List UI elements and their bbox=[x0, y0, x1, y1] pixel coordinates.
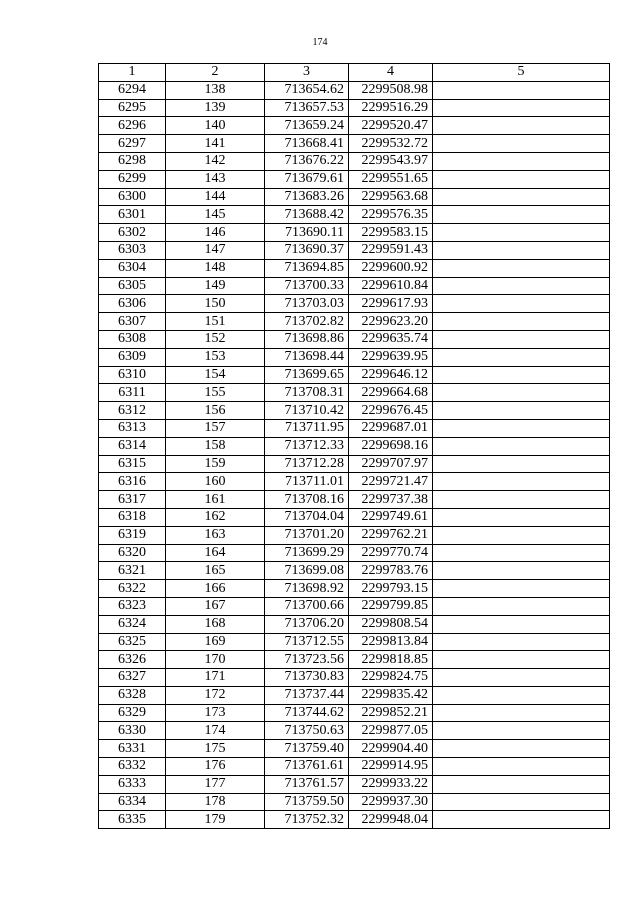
point-number-cell: 176 bbox=[166, 758, 265, 776]
x-coordinate-cell: 713698.86 bbox=[265, 330, 349, 348]
note-cell bbox=[433, 758, 610, 776]
y-coordinate-cell: 2299948.04 bbox=[349, 811, 433, 829]
note-cell bbox=[433, 455, 610, 473]
table-row bbox=[99, 188, 610, 206]
point-index-cell: 6313 bbox=[99, 419, 166, 437]
point-index-cell: 6311 bbox=[99, 384, 166, 402]
point-number-cell: 160 bbox=[166, 473, 265, 491]
x-coordinate-cell: 713676.22 bbox=[265, 152, 349, 170]
table-row bbox=[99, 526, 610, 544]
table-row bbox=[99, 775, 610, 793]
point-index-cell: 6310 bbox=[99, 366, 166, 384]
point-number-cell: 170 bbox=[166, 651, 265, 669]
y-coordinate-cell: 2299551.65 bbox=[349, 170, 433, 188]
note-cell bbox=[433, 206, 610, 224]
note-cell bbox=[433, 473, 610, 491]
y-coordinate-cell: 2299813.84 bbox=[349, 633, 433, 651]
table-row bbox=[99, 651, 610, 669]
point-number-cell: 163 bbox=[166, 526, 265, 544]
point-index-cell: 6312 bbox=[99, 402, 166, 420]
point-number-cell: 155 bbox=[166, 384, 265, 402]
note-cell bbox=[433, 597, 610, 615]
table-row bbox=[99, 580, 610, 598]
y-coordinate-cell: 2299676.45 bbox=[349, 402, 433, 420]
point-index-cell: 6306 bbox=[99, 295, 166, 313]
point-index-cell: 6307 bbox=[99, 313, 166, 331]
table-row bbox=[99, 277, 610, 295]
x-coordinate-cell: 713688.42 bbox=[265, 206, 349, 224]
note-cell bbox=[433, 135, 610, 153]
table-row bbox=[99, 295, 610, 313]
point-index-cell: 6309 bbox=[99, 348, 166, 366]
point-index-cell: 6314 bbox=[99, 437, 166, 455]
y-coordinate-cell: 2299543.97 bbox=[349, 152, 433, 170]
point-number-cell: 140 bbox=[166, 117, 265, 135]
column-header-4: 4 bbox=[349, 64, 433, 82]
point-index-cell: 6322 bbox=[99, 580, 166, 598]
point-index-cell: 6325 bbox=[99, 633, 166, 651]
table-row bbox=[99, 259, 610, 277]
note-cell bbox=[433, 366, 610, 384]
note-cell bbox=[433, 651, 610, 669]
y-coordinate-cell: 2299687.01 bbox=[349, 419, 433, 437]
note-cell bbox=[433, 793, 610, 811]
y-coordinate-cell: 2299762.21 bbox=[349, 526, 433, 544]
point-number-cell: 164 bbox=[166, 544, 265, 562]
point-number-cell: 179 bbox=[166, 811, 265, 829]
point-number-cell: 177 bbox=[166, 775, 265, 793]
point-index-cell: 6296 bbox=[99, 117, 166, 135]
note-cell bbox=[433, 117, 610, 135]
x-coordinate-cell: 713710.42 bbox=[265, 402, 349, 420]
table-row bbox=[99, 758, 610, 776]
table-row bbox=[99, 597, 610, 615]
note-cell bbox=[433, 81, 610, 99]
point-number-cell: 139 bbox=[166, 99, 265, 117]
point-number-cell: 167 bbox=[166, 597, 265, 615]
point-number-cell: 175 bbox=[166, 740, 265, 758]
table-row bbox=[99, 241, 610, 259]
x-coordinate-cell: 713699.08 bbox=[265, 562, 349, 580]
point-number-cell: 165 bbox=[166, 562, 265, 580]
point-number-cell: 169 bbox=[166, 633, 265, 651]
point-index-cell: 6320 bbox=[99, 544, 166, 562]
point-index-cell: 6315 bbox=[99, 455, 166, 473]
table-row bbox=[99, 633, 610, 651]
table-row bbox=[99, 615, 610, 633]
y-coordinate-cell: 2299610.84 bbox=[349, 277, 433, 295]
note-cell bbox=[433, 722, 610, 740]
x-coordinate-cell: 713657.53 bbox=[265, 99, 349, 117]
y-coordinate-cell: 2299583.15 bbox=[349, 224, 433, 242]
note-cell bbox=[433, 686, 610, 704]
table-row bbox=[99, 170, 610, 188]
point-number-cell: 145 bbox=[166, 206, 265, 224]
point-index-cell: 6331 bbox=[99, 740, 166, 758]
x-coordinate-cell: 713700.33 bbox=[265, 277, 349, 295]
table-row bbox=[99, 206, 610, 224]
note-cell bbox=[433, 704, 610, 722]
table-body bbox=[99, 81, 610, 828]
note-cell bbox=[433, 241, 610, 259]
point-number-cell: 152 bbox=[166, 330, 265, 348]
point-number-cell: 161 bbox=[166, 491, 265, 509]
note-cell bbox=[433, 508, 610, 526]
note-cell bbox=[433, 544, 610, 562]
table-row bbox=[99, 437, 610, 455]
note-cell bbox=[433, 99, 610, 117]
point-index-cell: 6318 bbox=[99, 508, 166, 526]
point-number-cell: 151 bbox=[166, 313, 265, 331]
y-coordinate-cell: 2299835.42 bbox=[349, 686, 433, 704]
point-number-cell: 144 bbox=[166, 188, 265, 206]
x-coordinate-cell: 713730.83 bbox=[265, 669, 349, 687]
y-coordinate-cell: 2299635.74 bbox=[349, 330, 433, 348]
x-coordinate-cell: 713679.61 bbox=[265, 170, 349, 188]
y-coordinate-cell: 2299576.35 bbox=[349, 206, 433, 224]
note-cell bbox=[433, 224, 610, 242]
table-row bbox=[99, 722, 610, 740]
x-coordinate-cell: 713761.61 bbox=[265, 758, 349, 776]
note-cell bbox=[433, 437, 610, 455]
point-number-cell: 153 bbox=[166, 348, 265, 366]
point-index-cell: 6303 bbox=[99, 241, 166, 259]
table-row bbox=[99, 81, 610, 99]
coordinates-table bbox=[98, 63, 610, 829]
x-coordinate-cell: 713712.28 bbox=[265, 455, 349, 473]
y-coordinate-cell: 2299516.29 bbox=[349, 99, 433, 117]
note-cell bbox=[433, 295, 610, 313]
note-cell bbox=[433, 152, 610, 170]
y-coordinate-cell: 2299520.47 bbox=[349, 117, 433, 135]
point-number-cell: 159 bbox=[166, 455, 265, 473]
table-row bbox=[99, 384, 610, 402]
point-index-cell: 6333 bbox=[99, 775, 166, 793]
x-coordinate-cell: 713700.66 bbox=[265, 597, 349, 615]
x-coordinate-cell: 713698.92 bbox=[265, 580, 349, 598]
y-coordinate-cell: 2299664.68 bbox=[349, 384, 433, 402]
point-index-cell: 6298 bbox=[99, 152, 166, 170]
table-row bbox=[99, 455, 610, 473]
x-coordinate-cell: 713737.44 bbox=[265, 686, 349, 704]
y-coordinate-cell: 2299737.38 bbox=[349, 491, 433, 509]
column-header-2: 2 bbox=[166, 64, 265, 82]
table-row bbox=[99, 473, 610, 491]
note-cell bbox=[433, 259, 610, 277]
point-number-cell: 143 bbox=[166, 170, 265, 188]
point-number-cell: 156 bbox=[166, 402, 265, 420]
y-coordinate-cell: 2299646.12 bbox=[349, 366, 433, 384]
x-coordinate-cell: 713712.33 bbox=[265, 437, 349, 455]
x-coordinate-cell: 713711.01 bbox=[265, 473, 349, 491]
y-coordinate-cell: 2299591.43 bbox=[349, 241, 433, 259]
table-row bbox=[99, 419, 610, 437]
y-coordinate-cell: 2299933.22 bbox=[349, 775, 433, 793]
point-number-cell: 171 bbox=[166, 669, 265, 687]
point-number-cell: 146 bbox=[166, 224, 265, 242]
y-coordinate-cell: 2299707.97 bbox=[349, 455, 433, 473]
point-index-cell: 6302 bbox=[99, 224, 166, 242]
column-header-3: 3 bbox=[265, 64, 349, 82]
x-coordinate-cell: 713683.26 bbox=[265, 188, 349, 206]
note-cell bbox=[433, 633, 610, 651]
x-coordinate-cell: 713699.65 bbox=[265, 366, 349, 384]
y-coordinate-cell: 2299508.98 bbox=[349, 81, 433, 99]
note-cell bbox=[433, 526, 610, 544]
point-index-cell: 6319 bbox=[99, 526, 166, 544]
table-row bbox=[99, 562, 610, 580]
point-index-cell: 6297 bbox=[99, 135, 166, 153]
y-coordinate-cell: 2299783.76 bbox=[349, 562, 433, 580]
column-header-1: 1 bbox=[99, 64, 166, 82]
y-coordinate-cell: 2299808.54 bbox=[349, 615, 433, 633]
table-row bbox=[99, 793, 610, 811]
note-cell bbox=[433, 811, 610, 829]
x-coordinate-cell: 713712.55 bbox=[265, 633, 349, 651]
point-index-cell: 6332 bbox=[99, 758, 166, 776]
point-number-cell: 166 bbox=[166, 580, 265, 598]
y-coordinate-cell: 2299721.47 bbox=[349, 473, 433, 491]
point-number-cell: 141 bbox=[166, 135, 265, 153]
x-coordinate-cell: 713761.57 bbox=[265, 775, 349, 793]
x-coordinate-cell: 713654.62 bbox=[265, 81, 349, 99]
note-cell bbox=[433, 615, 610, 633]
note-cell bbox=[433, 562, 610, 580]
point-index-cell: 6326 bbox=[99, 651, 166, 669]
table-row bbox=[99, 811, 610, 829]
x-coordinate-cell: 713668.41 bbox=[265, 135, 349, 153]
point-index-cell: 6321 bbox=[99, 562, 166, 580]
y-coordinate-cell: 2299623.20 bbox=[349, 313, 433, 331]
x-coordinate-cell: 713698.44 bbox=[265, 348, 349, 366]
point-number-cell: 174 bbox=[166, 722, 265, 740]
point-index-cell: 6329 bbox=[99, 704, 166, 722]
point-number-cell: 158 bbox=[166, 437, 265, 455]
y-coordinate-cell: 2299799.85 bbox=[349, 597, 433, 615]
y-coordinate-cell: 2299937.30 bbox=[349, 793, 433, 811]
table-row bbox=[99, 402, 610, 420]
page-number: 174 bbox=[312, 37, 328, 48]
x-coordinate-cell: 713702.82 bbox=[265, 313, 349, 331]
note-cell bbox=[433, 740, 610, 758]
point-index-cell: 6294 bbox=[99, 81, 166, 99]
x-coordinate-cell: 713701.20 bbox=[265, 526, 349, 544]
point-number-cell: 157 bbox=[166, 419, 265, 437]
table-row bbox=[99, 740, 610, 758]
point-index-cell: 6299 bbox=[99, 170, 166, 188]
y-coordinate-cell: 2299770.74 bbox=[349, 544, 433, 562]
point-index-cell: 6308 bbox=[99, 330, 166, 348]
point-index-cell: 6328 bbox=[99, 686, 166, 704]
x-coordinate-cell: 713659.24 bbox=[265, 117, 349, 135]
table-row bbox=[99, 669, 610, 687]
note-cell bbox=[433, 419, 610, 437]
y-coordinate-cell: 2299532.72 bbox=[349, 135, 433, 153]
point-number-cell: 173 bbox=[166, 704, 265, 722]
x-coordinate-cell: 713759.50 bbox=[265, 793, 349, 811]
note-cell bbox=[433, 580, 610, 598]
note-cell bbox=[433, 384, 610, 402]
note-cell bbox=[433, 277, 610, 295]
x-coordinate-cell: 713759.40 bbox=[265, 740, 349, 758]
table-row bbox=[99, 313, 610, 331]
y-coordinate-cell: 2299617.93 bbox=[349, 295, 433, 313]
y-coordinate-cell: 2299749.61 bbox=[349, 508, 433, 526]
column-header-5: 5 bbox=[433, 64, 610, 82]
table-row bbox=[99, 491, 610, 509]
table-row bbox=[99, 117, 610, 135]
y-coordinate-cell: 2299639.95 bbox=[349, 348, 433, 366]
y-coordinate-cell: 2299824.75 bbox=[349, 669, 433, 687]
table-header-row bbox=[99, 64, 610, 82]
point-number-cell: 147 bbox=[166, 241, 265, 259]
note-cell bbox=[433, 313, 610, 331]
point-number-cell: 172 bbox=[166, 686, 265, 704]
x-coordinate-cell: 713699.29 bbox=[265, 544, 349, 562]
table-row bbox=[99, 704, 610, 722]
point-number-cell: 154 bbox=[166, 366, 265, 384]
y-coordinate-cell: 2299904.40 bbox=[349, 740, 433, 758]
table-row bbox=[99, 330, 610, 348]
point-number-cell: 178 bbox=[166, 793, 265, 811]
note-cell bbox=[433, 330, 610, 348]
x-coordinate-cell: 713708.16 bbox=[265, 491, 349, 509]
y-coordinate-cell: 2299698.16 bbox=[349, 437, 433, 455]
note-cell bbox=[433, 170, 610, 188]
point-index-cell: 6323 bbox=[99, 597, 166, 615]
note-cell bbox=[433, 402, 610, 420]
table-row bbox=[99, 135, 610, 153]
point-index-cell: 6305 bbox=[99, 277, 166, 295]
point-index-cell: 6317 bbox=[99, 491, 166, 509]
point-index-cell: 6334 bbox=[99, 793, 166, 811]
point-number-cell: 168 bbox=[166, 615, 265, 633]
x-coordinate-cell: 713711.95 bbox=[265, 419, 349, 437]
note-cell bbox=[433, 491, 610, 509]
point-number-cell: 142 bbox=[166, 152, 265, 170]
point-number-cell: 149 bbox=[166, 277, 265, 295]
y-coordinate-cell: 2299914.95 bbox=[349, 758, 433, 776]
point-number-cell: 138 bbox=[166, 81, 265, 99]
point-number-cell: 162 bbox=[166, 508, 265, 526]
point-index-cell: 6324 bbox=[99, 615, 166, 633]
point-index-cell: 6316 bbox=[99, 473, 166, 491]
table-row bbox=[99, 348, 610, 366]
x-coordinate-cell: 713694.85 bbox=[265, 259, 349, 277]
point-index-cell: 6301 bbox=[99, 206, 166, 224]
table-row bbox=[99, 152, 610, 170]
point-index-cell: 6330 bbox=[99, 722, 166, 740]
x-coordinate-cell: 713744.62 bbox=[265, 704, 349, 722]
point-index-cell: 6327 bbox=[99, 669, 166, 687]
note-cell bbox=[433, 348, 610, 366]
x-coordinate-cell: 713706.20 bbox=[265, 615, 349, 633]
note-cell bbox=[433, 775, 610, 793]
y-coordinate-cell: 2299793.15 bbox=[349, 580, 433, 598]
y-coordinate-cell: 2299818.85 bbox=[349, 651, 433, 669]
note-cell bbox=[433, 669, 610, 687]
table-row bbox=[99, 544, 610, 562]
x-coordinate-cell: 713750.63 bbox=[265, 722, 349, 740]
y-coordinate-cell: 2299877.05 bbox=[349, 722, 433, 740]
point-index-cell: 6295 bbox=[99, 99, 166, 117]
table-row bbox=[99, 99, 610, 117]
x-coordinate-cell: 713708.31 bbox=[265, 384, 349, 402]
point-index-cell: 6300 bbox=[99, 188, 166, 206]
table-row bbox=[99, 686, 610, 704]
y-coordinate-cell: 2299600.92 bbox=[349, 259, 433, 277]
point-index-cell: 6304 bbox=[99, 259, 166, 277]
note-cell bbox=[433, 188, 610, 206]
y-coordinate-cell: 2299563.68 bbox=[349, 188, 433, 206]
table-row bbox=[99, 366, 610, 384]
x-coordinate-cell: 713690.37 bbox=[265, 241, 349, 259]
x-coordinate-cell: 713752.32 bbox=[265, 811, 349, 829]
table-row bbox=[99, 508, 610, 526]
point-number-cell: 150 bbox=[166, 295, 265, 313]
point-index-cell: 6335 bbox=[99, 811, 166, 829]
table-row bbox=[99, 224, 610, 242]
x-coordinate-cell: 713723.56 bbox=[265, 651, 349, 669]
x-coordinate-cell: 713690.11 bbox=[265, 224, 349, 242]
y-coordinate-cell: 2299852.21 bbox=[349, 704, 433, 722]
point-number-cell: 148 bbox=[166, 259, 265, 277]
x-coordinate-cell: 713703.03 bbox=[265, 295, 349, 313]
x-coordinate-cell: 713704.04 bbox=[265, 508, 349, 526]
